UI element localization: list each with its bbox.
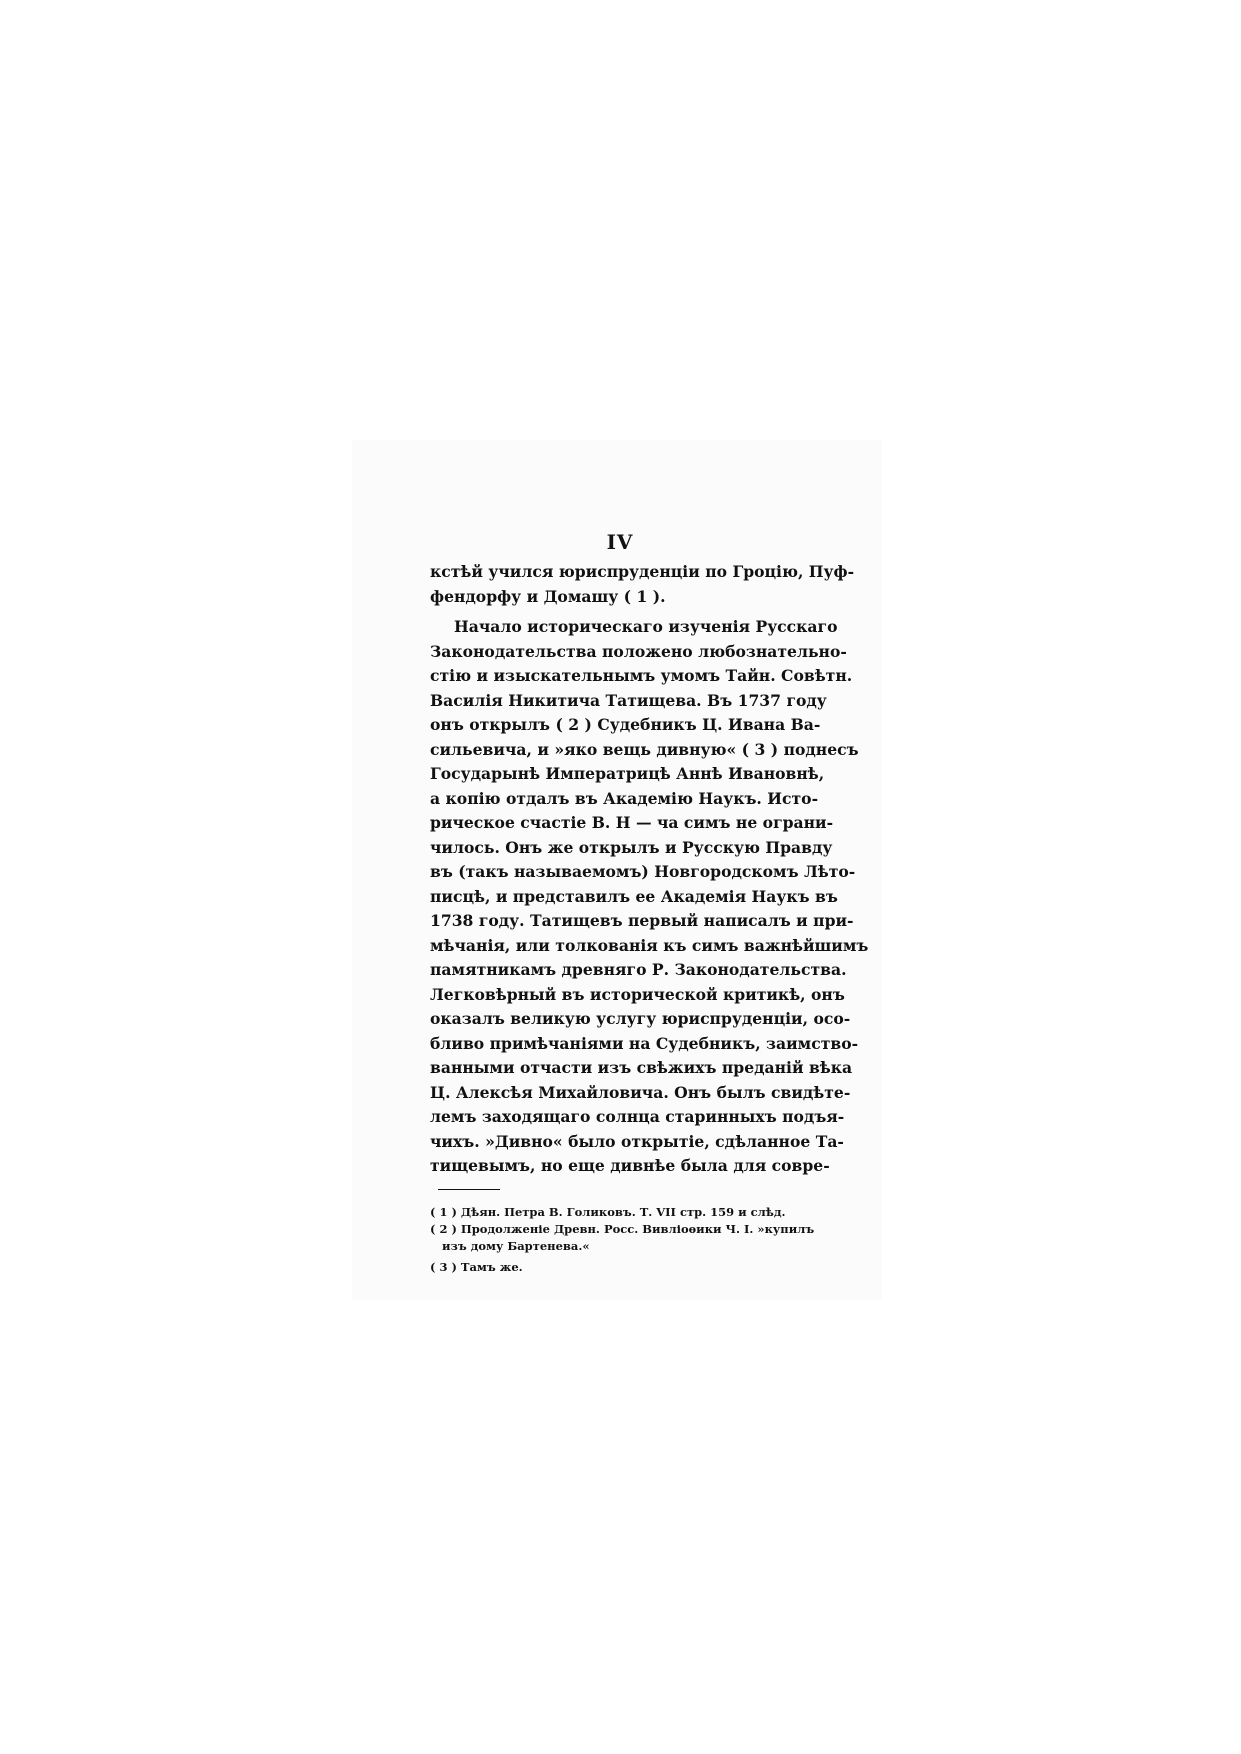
footnote-divider — [438, 1189, 500, 1190]
text-line: Начало историческаго изученія Русскаго — [454, 617, 838, 636]
text-line: Государынѣ Императрицѣ Аннѣ Ивановнѣ, — [430, 764, 825, 783]
text-line: лемъ заходящаго солнца старинныхъ подъя- — [430, 1107, 845, 1126]
footnote-3: ( 3 ) Тамъ же. — [430, 1259, 523, 1274]
document-page — [430, 530, 869, 1276]
text-line: чихъ. »Дивно« было открытіе, сдѣланное Та- — [430, 1131, 844, 1151]
text-line: рическое счастіе В. Н — ча симъ не ограни- — [430, 813, 834, 832]
paragraph-1 — [430, 560, 855, 609]
text-line: сильевича, и »яко вещь дивную« ( 3 ) поднесъ — [430, 739, 859, 759]
paragraph-2 — [430, 615, 869, 1179]
text-line: Василія Никитича Татищева. Въ 1737 году — [430, 690, 827, 710]
footnote-2-continuation: изъ дому Бартенева.« — [442, 1238, 590, 1253]
text-line: Легковѣрный въ исторической критикѣ, онъ — [430, 984, 845, 1004]
footnote-2: ( 2 ) Продолженіе Древн. Росс. Вивліоѳики Ч. I. »купилъ — [430, 1221, 815, 1236]
text-line: тищевымъ, но еще дивнѣе была для совре- — [430, 1156, 830, 1175]
page-number: IV — [606, 530, 634, 554]
footnotes — [430, 1204, 815, 1276]
text-line: фендорфу и Домашу ( 1 ). — [430, 586, 666, 606]
text-line: 1738 году. Татищевъ первый написалъ и при- — [430, 911, 854, 930]
text-line: въ (такъ называемомъ) Новгородскомъ Лѣто- — [430, 862, 856, 881]
text-line: мѣчанія, или толкованія къ симъ важнѣйшимъ — [430, 935, 869, 955]
text-line: бливо примѣчаніями на Судебникъ, заимство- — [430, 1033, 859, 1053]
text-line: Ц. Алексѣя Михайловича. Онъ былъ свидѣте- — [430, 1082, 851, 1102]
text-line: ванными отчасти изъ свѣжихъ преданій вѣка — [430, 1058, 853, 1077]
text-line: оказалъ великую услугу юриспруденціи, осо- — [430, 1009, 851, 1028]
text-line: чилось. Онъ же открылъ и Русскую Правду — [430, 837, 833, 857]
text-line: Законодательства положено любознательно- — [430, 641, 847, 661]
text-line: а копію отдалъ въ Академію Наукъ. Исто- — [430, 788, 819, 808]
text-line: кстѣй учился юриспруденціи по Гроцію, Пуф- — [430, 562, 855, 581]
text-line: стію и изыскательнымъ умомъ Тайн. Совѣтн. — [430, 666, 853, 685]
body-text — [430, 560, 869, 1179]
footnote-1: ( 1 ) Дѣян. Петра В. Голиковъ. Т. VII стр. 159 и слѣд. — [430, 1204, 786, 1219]
text-line: онъ открылъ ( 2 ) Судебникъ Ц. Ивана Ва- — [430, 715, 821, 734]
text-line: памятникамъ древняго Р. Законодательства. — [430, 960, 847, 979]
text-line: писцѣ, и представилъ ее Академія Наукъ въ — [430, 886, 838, 906]
